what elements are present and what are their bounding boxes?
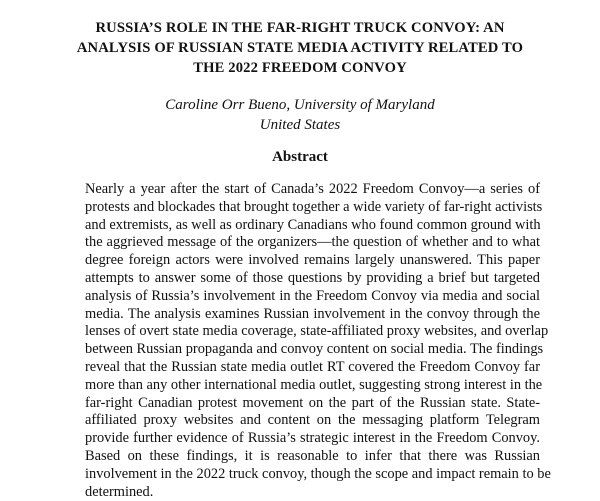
abstract-line: far-right Canadian protest movement on the part of the Russian state. State- [85,394,540,411]
author-country: United States [259,117,341,133]
abstract-line: attempts to answer some of those questions by providing a brief but targeted [85,269,540,286]
abstract-line: the aggrieved message of the organizers—the question of whether and to what [85,234,540,251]
abstract-line: more than any other international media outlet, suggesting strong interest in the [85,376,543,393]
abstract-heading: Abstract [272,149,328,165]
paper-title-line: ANALYSIS OF RUSSIAN STATE MEDIA ACTIVITY RELATED TO [76,40,524,56]
abstract-line: between Russian propaganda and convoy content on social media. The findings [85,341,544,358]
abstract-line: reveal that the Russian state media outlet RT covered the Freedom Convoy far [85,358,540,375]
abstract-line: Nearly a year after the start of Canada’s 2022 Freedom Convoy—a series of [85,181,540,197]
paper-title-line: THE 2022 FREEDOM CONVOY [193,60,407,76]
abstract-line: Based on these findings, it is reasonable to infer that there was Russian [85,447,540,464]
abstract-line: protests and blockades that brought together a wide variety of far-right activists [85,198,543,215]
abstract-line: and extremists, as well as ordinary Canadians who found common ground with [85,216,541,233]
abstract-line: provide further evidence of Russia’s strategic interest in the Freedom Convoy. [85,430,540,447]
abstract-body [85,181,551,501]
author-block [60,95,540,135]
abstract-line: lenses of overt state media coverage, state-affiliated proxy websites, and overlap [85,323,549,340]
abstract-line: media. The analysis examines Russian involvement in the convoy through the [85,305,540,322]
abstract-line: determined. [85,483,154,500]
paper-title-line: RUSSIA’S ROLE IN THE FAR-RIGHT TRUCK CONVOY: AN [95,20,505,36]
paper-title [60,18,540,78]
author-name-affiliation: Caroline Orr Bueno, University of Maryland [165,97,435,113]
abstract-line: involvement in the 2022 truck convoy, though the scope and impact remain to be [85,465,551,482]
abstract-line: degree foreign actors were involved remains largely unanswered. This paper [85,252,540,269]
abstract-line: affiliated proxy websites and content on the messaging platform Telegram [85,412,540,429]
abstract-line: analysis of Russia’s involvement in the Freedom Convoy via media and social [85,287,540,304]
